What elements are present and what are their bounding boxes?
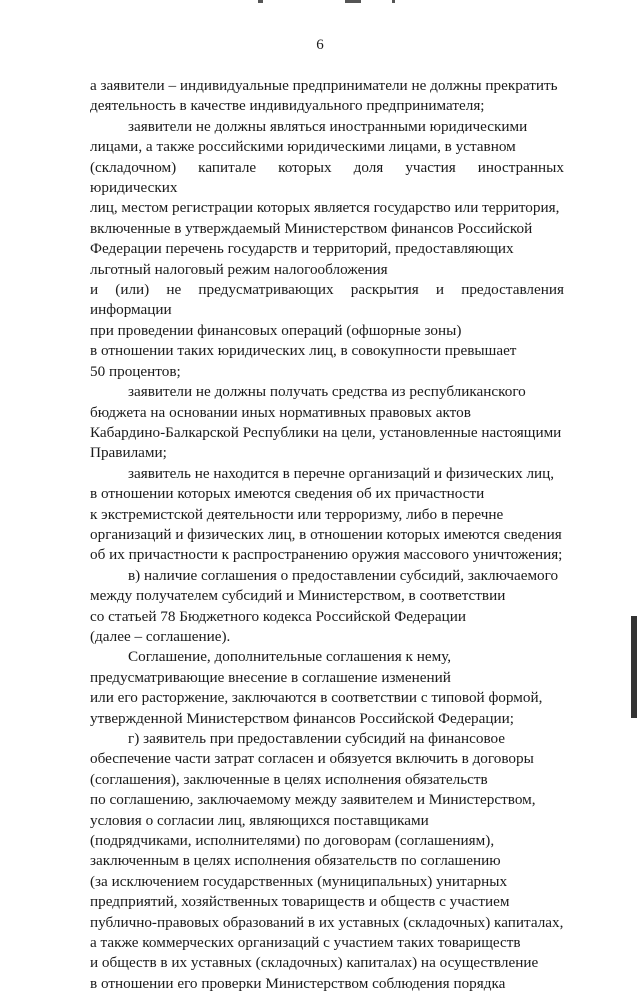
paragraph-4 [90,464,564,566]
text-line: в отношении его проверки Министерством соблюдения порядка [90,974,506,992]
text-line: об их причастности к распространению оружия массового уничтожения; [90,546,563,564]
paragraph-7 [90,729,564,994]
text-line: и (или) не предусматривающих раскрытия и предоставления информации [90,281,564,319]
text-line: со статьей 78 Бюджетного кодекса Российской Федерации [90,607,466,625]
text-line: Правилами; [90,444,167,462]
text-line: 50 процентов; [90,362,181,380]
scan-edge-mark [631,616,637,718]
text-line: включенные в утверждаемый Министерством финансов Российской [90,219,533,237]
text-line: к экстремистской деятельности или терроризму, либо в перечне [90,505,504,523]
text-line: (соглашения), заключенные в целях исполнения обязательств [90,770,488,788]
text-line: а также коммерческих организаций с участием таких товариществ [90,934,521,952]
paragraph-2 [90,117,564,382]
text-line: а заявители – индивидуальные предприниматели не должны прекратить [90,77,558,94]
paragraph-5 [90,566,564,648]
text-line: заключенным в целях исполнения обязательств по соглашению [90,852,501,870]
top-scan-mark [392,0,395,3]
text-line: лицами, а также российскими юридическими лицами, в уставном [90,138,516,156]
text-line: при проведении финансовых операций (офшорные зоны) [90,321,462,339]
paragraph-3 [90,382,564,464]
text-line: (подрядчиками, исполнителями) по договорам (соглашениям), [90,832,495,850]
text-line: предусматривающие внесение в соглашение изменений [90,668,451,686]
text-line: г) заявитель при предоставлении субсидий на финансовое [128,730,506,747]
text-line: по соглашению, заключаемому между заявителем и Министерством, [90,791,536,809]
text-line: в) наличие соглашения о предоставлении субсидий, заключаемого [128,566,559,584]
top-scan-mark [258,0,263,3]
text-line: Кабардино-Балкарской Республики на цели, установленные настоящими [90,423,562,441]
text-line: деятельность в качестве индивидуального предпринимателя; [90,97,485,115]
text-line: заявители не должны получать средства из республиканского [128,383,526,401]
top-scan-mark [345,0,361,3]
paragraph-6 [90,647,564,729]
text-line: утвержденной Министерством финансов Российской Федерации; [90,709,514,727]
page-number: 6 [316,37,324,53]
text-line: публично-правовых образований в их уставных (складочных) капиталах, [90,913,564,931]
text-line: между получателем субсидий и Министерством, в соответствии [90,587,506,605]
text-line: бюджета на основании иных нормативных правовых актов [90,403,471,421]
text-line: организаций и физических лиц, в отношении которых имеются сведения [90,525,562,543]
paragraph-1 [90,76,564,117]
text-line: (складочном) капитале которых доля участия иностранных юридических [90,158,564,197]
text-line: заявитель не находится в перечне организаций и физических лиц, [128,464,555,482]
text-line: и обществ в их уставных (складочных) капиталах) на осуществление [90,954,539,972]
text-line: льготный налоговый режим налогообложения [90,260,388,278]
text-line: Федерации перечень государств и территорий, предоставляющих [90,240,514,258]
text-line: или его расторжение, заключаются в соответствии с типовой формой, [90,689,543,707]
text-line: обеспечение части затрат согласен и обязуется включить в договоры [90,750,534,768]
text-line: (за исключением государственных (муниципальных) унитарных [90,872,508,890]
text-line: условия о согласии лиц, являющихся поставщиками [90,811,429,829]
text-line: заявители не должны являться иностранными юридическими [128,117,528,135]
text-line: в отношении таких юридических лиц, в совокупности превышает [90,342,517,360]
document-body [90,76,564,994]
text-line: предприятий, хозяйственных товариществ и обществ с участием [90,893,510,911]
text-line: (далее – соглашение). [90,627,231,645]
text-line: Соглашение, дополнительные соглашения к нему, [128,648,452,666]
text-line: в отношении которых имеются сведения об их причастности [90,485,485,503]
text-line: лиц, местом регистрации которых является государство или территория, [90,199,560,217]
